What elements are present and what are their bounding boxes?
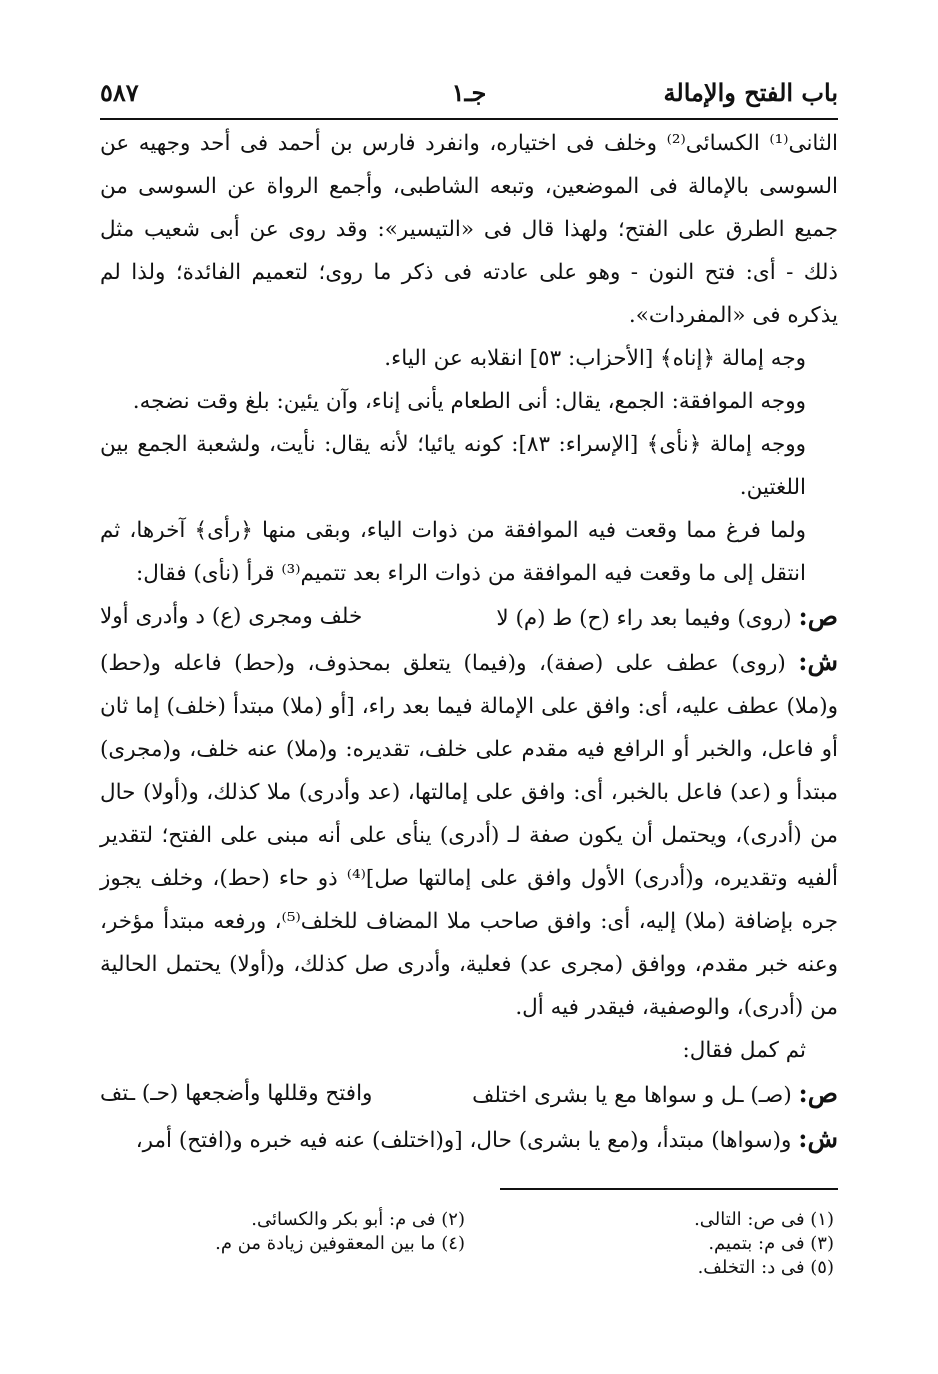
paragraph-1: الثانى⁽¹⁾ الكسائى⁽²⁾ وخلف فى اختياره، وانفرد فارس بن أحمد فى أحد وجهيه عن السوسى بالإمالة فى الموضعين، وتبعه الشاطبى، وأجمع الرواة عن السوسى من جميع الطرق على الفتح؛ ولهذا قال فى «التيسير»: وقد روى عن أبى شعيب مثل ذلك - أى: فتح النون - وهو على عادته فى ذكر ما روى؛ لتعميم الفائدة؛ ولذا لم يذكره فى «المفردات». — [100, 131, 838, 328]
footnote-rule — [500, 1188, 838, 1190]
footnote-1: (١) فى ص: التالى. — [694, 1209, 834, 1230]
verse-left-hemistich: خلف ومجرى (ع) د وأدرى أولا — [100, 604, 363, 629]
volume-label: جـ١ — [451, 77, 487, 107]
paragraph-6: ثم كمل فقال: — [682, 1038, 806, 1063]
chapter-title: باب الفتح والإمالة — [663, 77, 838, 107]
commentary-1 — [100, 640, 838, 1029]
footnote-2: (٢) فى م: أبو بكر والكسائى. — [251, 1209, 465, 1230]
verse-line-2 — [100, 1072, 838, 1117]
commentary-marker: ش: — [798, 647, 838, 676]
header-rule — [100, 118, 838, 120]
footnote-3: (٣) فى م: بتميم. — [708, 1233, 834, 1254]
running-header — [100, 72, 838, 112]
footnote-5: (٥) فى د: التخلف. — [697, 1257, 834, 1278]
verse-right-hemistich: (روى) وفيما بعد راء (ح) ط (م) لا — [496, 606, 792, 631]
paragraph-3: ووجه الموافقة: الجمع، يقال: أنى الطعام يأنى إناء، وآن يئين: بلغ وقت نضجه. — [132, 389, 806, 414]
footnotes — [100, 1208, 838, 1280]
paragraph-5: ولما فرغ مما وقعت فيه الموافقة من ذوات الياء، وبقى منها ﴿رأى﴾ آخرها، ثم انتقل إلى ما وقعت فيه الموافقة من ذوات الراء بعد تتميم⁽³⁾ قرأ (نأى) فقال: — [100, 518, 806, 586]
commentary-2 — [100, 1117, 838, 1162]
main-text — [100, 122, 838, 1162]
page-number: ٥٨٧ — [100, 77, 139, 107]
verse-marker: ص: — [798, 602, 838, 631]
verse-line-1 — [100, 595, 838, 640]
commentary-text: و(سواها) مبتدأ، و(مع يا بشرى) حال، [و(اختلف) عنه فيه خبره و(افتح) أمر، — [135, 1128, 792, 1153]
verse-right-hemistich: (صـ) ـل و سواها مع يا بشرى اختلف — [472, 1083, 792, 1108]
paragraph-4: ووجه إمالة ﴿نأى﴾ [الإسراء: ٨٣]: كونه يائيا؛ لأنه يقال: نأيت، ولشعبة الجمع بين اللغتين. — [100, 432, 806, 500]
verse-marker: ص: — [798, 1079, 838, 1108]
paragraph-2: وجه إمالة ﴿إناه﴾ [الأحزاب: ٥٣] انقلابه عن الياء. — [384, 346, 806, 371]
footnote-4: (٤) ما بين المعقوفين زيادة من م. — [215, 1233, 465, 1254]
commentary-marker: ش: — [798, 1124, 838, 1153]
verse-left-hemistich: وافتح وقللها وأضجعها (حـ) ـتف — [100, 1081, 373, 1106]
commentary-text: (روى) عطف على (صفة)، و(فيما) يتعلق بمحذوف، و(حط) فاعله و(حط) و(ملا) عطف عليه، أى: وافق على الإمالة فيما بعد راء، [أو (ملا) مبتدأ (خلف) إما ثان أو فاعل، والخبر أو الرافع فيه مقدم على خلف، تقديره: و(ملا) عنه خلف، و(مجرى) مبتدأ و (عد) فاعل بالخبر، أى: وافق على إمالتها، (عد وأدرى) ملا كذلك، و(أولا) حال من (أدرى)، ويحتمل أن يكون صفة لـ (أدرى) ينأى على أنه مبنى على الفتح؛ لتقدير ألفيه وتقديره، و(أدرى) الأول وافق على إمالتها صل]⁽⁴⁾ ذو حاء (حط)، وخلف يجوز جره بإضافة (ملا) إليه، أى: وافق صاحب ملا المضاف للخلف⁽⁵⁾، ورفعه مبتدأ مؤخر، وعنه خبر مقدم، ووافق (مجرى عد) فعلية، وأدرى صل كذلك، و(أولا) يحتمل الحالية من (أدرى)، والوصفية، فيقدر فيه أل. — [100, 651, 839, 1020]
